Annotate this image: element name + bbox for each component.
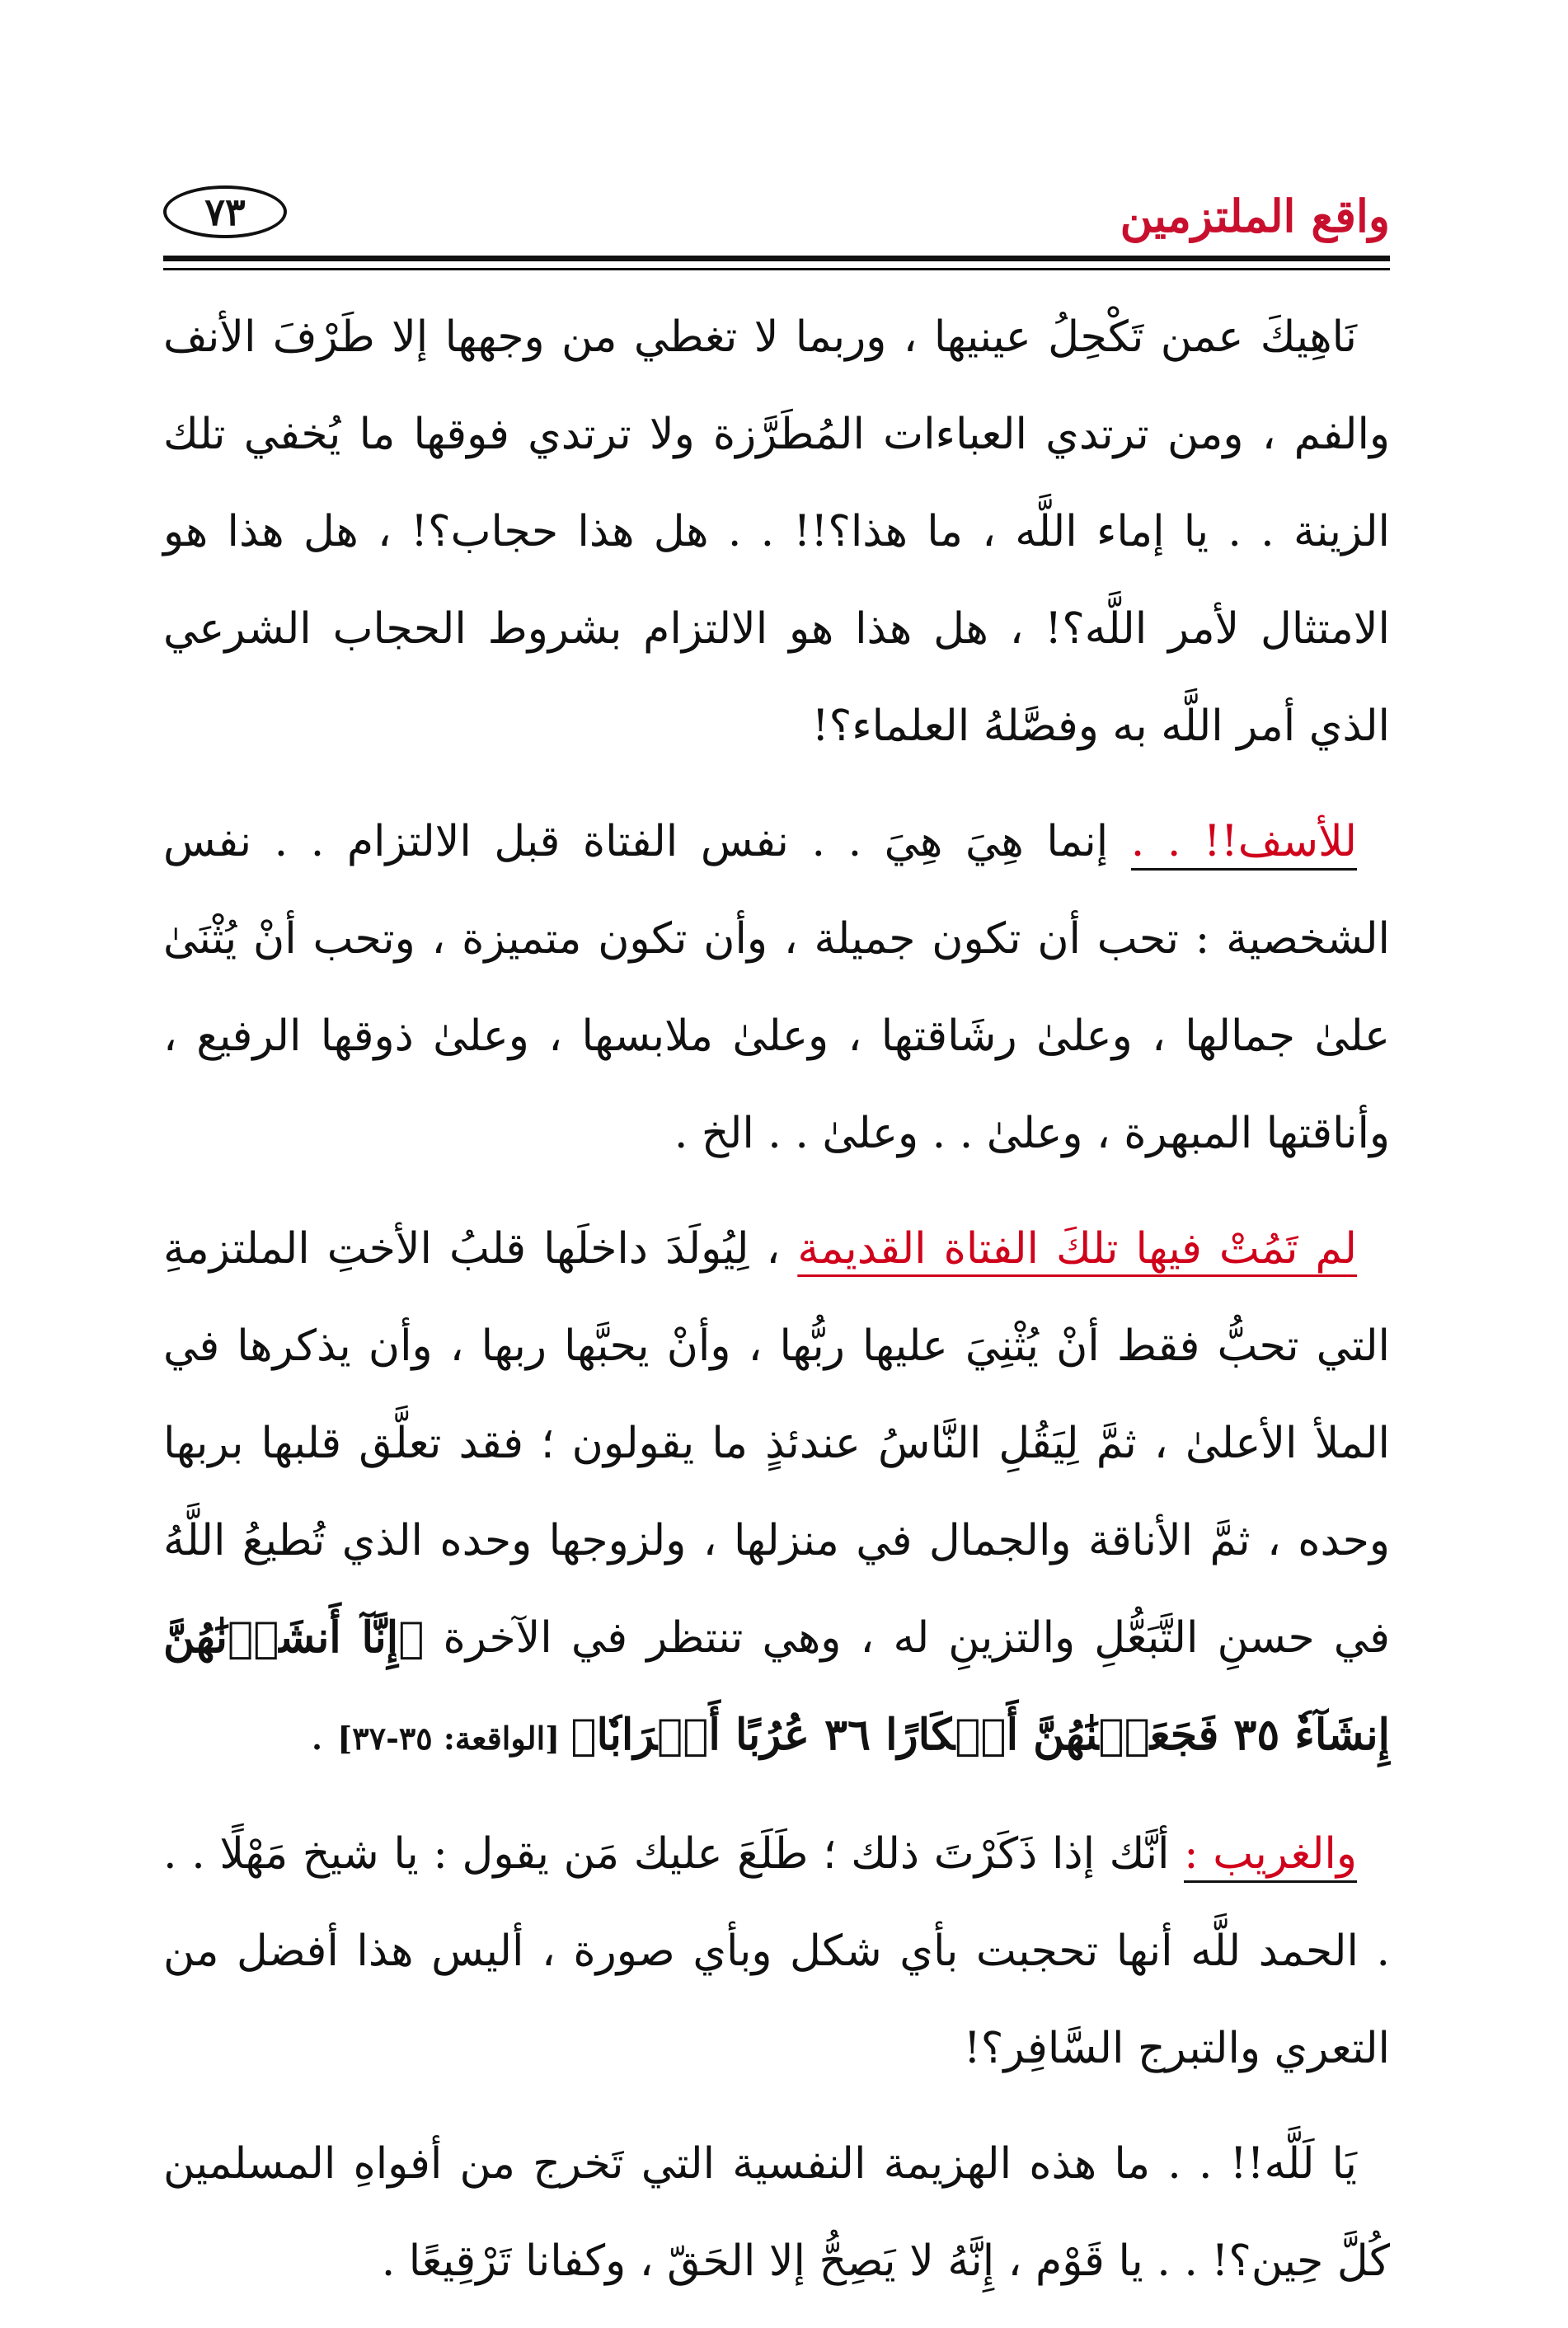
paragraph-3-text: ، لِيُولَدَ داخلَها قلبُ الأختِ الملتزمةِ التي تحبُّ فقط أنْ يُثْنِيَ عليها ربُّها ، وأنْ يحبَّها ربها ، وأن يذكرها في الملأ الأعلىٰ ، ثمَّ لِيَقُلِ النَّاسُ عندئذٍ ما يقولون ؛ فقد تعلَّق قلبها بربها وحده ، ثمَّ الأناقة والجمال في منزلها ، ولزوجها وحده الذي تُطيعُ اللَّهُ في حسنِ التَّبَعُّلِ والتزينِ له ، وهي تنتظر في الآخرة: [163, 1224, 1390, 1663]
paragraph-2-lead: للأسف!! . .: [1131, 817, 1357, 871]
page-header: [163, 173, 1390, 247]
paragraph-4-lead: والغريب :: [1184, 1829, 1357, 1883]
header-rule-thin: [163, 268, 1390, 270]
verse-reference: [الواقعة: ٣٥-٣٧]: [337, 1720, 571, 1757]
paragraph-3: [163, 1200, 1390, 1787]
running-title: واقع الملتزمين: [1120, 190, 1390, 242]
page-body: [163, 289, 1390, 2328]
paragraph-3-lead: لم تَمُتْ فيها تلكَ الفتاة القديمة: [797, 1224, 1357, 1274]
paragraph-1: نَاهِيكَ عمن تَكْحِلُ عينيها ، وربما لا تغطي من وجهها إلا طَرْفَ الأنف والفم ، ومن ترتدي العباءات المُطَرَّزة ولا ترتدي فوقها ما يُخفي تلك الزينة . . يا إماء اللَّه ، ما هذا؟!! . . هل هذا حجاب؟! ، هل هذا هو الامتثال لأمر اللَّه؟! ، هل هذا هو الالتزام بشروط الحجاب الشرعي الذي أمر اللَّه به وفصَّلهُ العلماء؟!: [163, 312, 1390, 751]
paragraph-4-text: أنَّك إذا ذَكَرْتَ ذلك ؛ طَلَعَ عليك مَن يقول : يا شيخ مَهْلًا . . . الحمد للَّه أنها تحجبت بأي شكل وبأي صورة ، أليس هذا أفضل من التعري والتبرج السَّافِر؟!: [163, 1829, 1390, 2073]
quran-verse: ﴿إِنَّآ أَنشَأۡنَٰهُنَّ إِنشَآءٗ ٣٥ فَجَعَلۡنَٰهُنَّ أَبۡكَارًا ٣٦ عُرُبًا أَتۡرَابٗا﴾: [163, 1612, 1390, 1760]
header-rule-thick: [163, 256, 1390, 261]
page-number-badge: ٧٣: [163, 185, 287, 238]
paragraph-2-text: إنما هِيَ هِيَ . . نفس الفتاة قبل الالتزام . . نفس الشخصية : تحب أن تكون جميلة ، وأن تكون متميزة ، وتحب أنْ يُثْنَىٰ علىٰ جمالها ، وعلىٰ رشَاقتها ، وعلىٰ ملابسها ، وعلىٰ ذوقها الرفيع ، وأناقتها المبهرة ، وعلىٰ . . وعلىٰ . . الخ .: [163, 817, 1390, 1158]
paragraph-4: [163, 1805, 1390, 2097]
paragraph-2: [163, 793, 1390, 1182]
paragraph-5: يَا لَلَّه!! . . ما هذه الهزيمة النفسية التي تَخرج من أفواهِ المسلمين كُلَّ حِين؟! . . يا قَوْم ، إِنَّهُ لا يَصِحُّ إلا الحَقّ ، وكفانا تَرْقِيعًا .: [163, 2139, 1390, 2286]
paragraph-3-end: .: [310, 1711, 338, 1760]
